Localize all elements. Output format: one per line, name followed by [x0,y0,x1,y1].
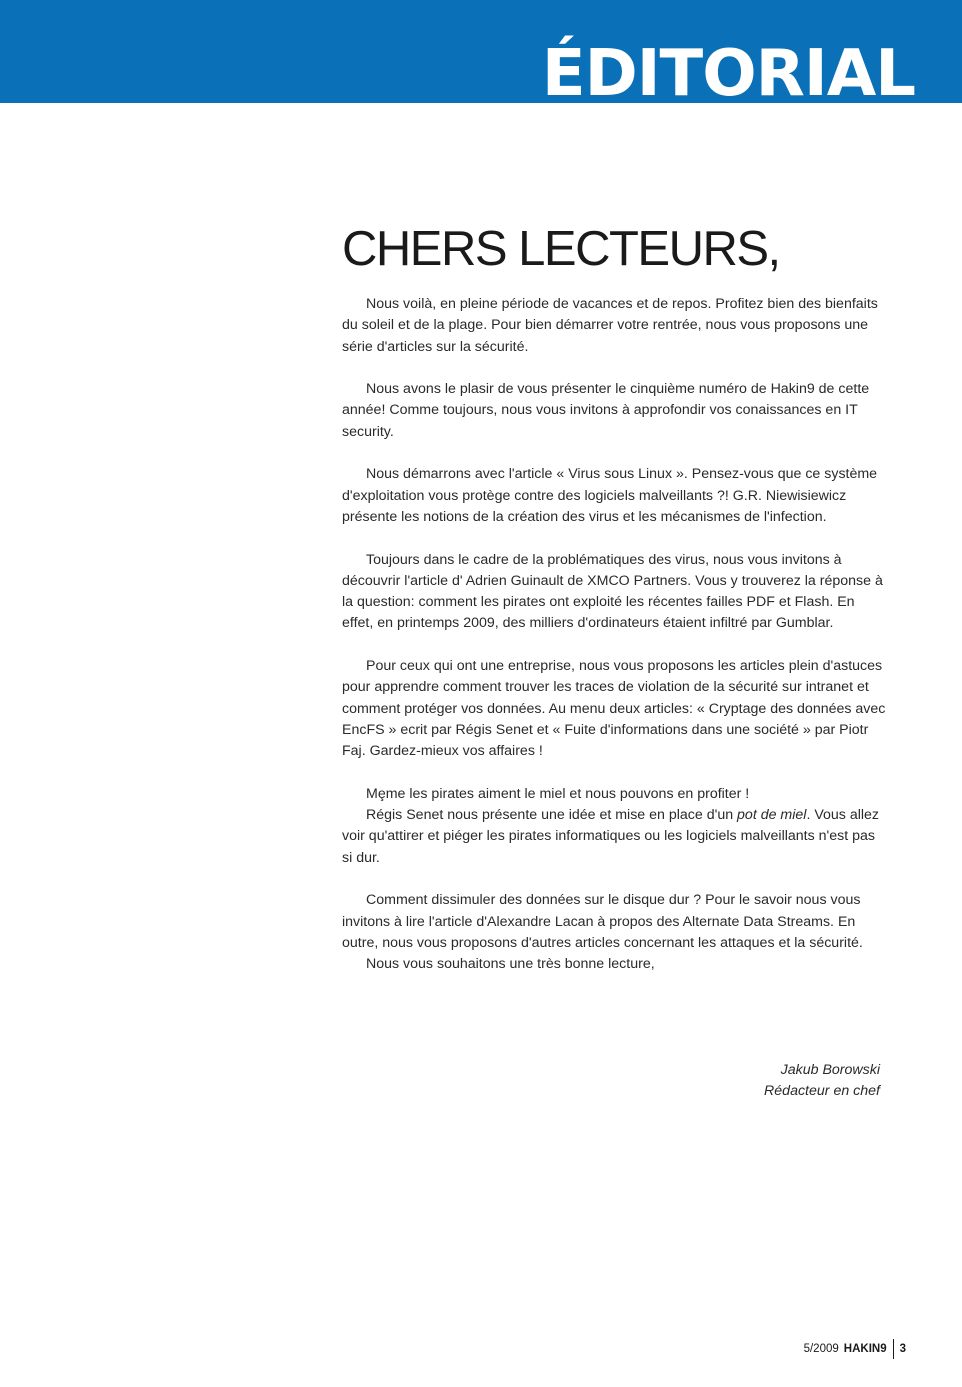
emphasis-text: pot de miel [737,807,807,824]
paragraph-honeypot [342,805,887,869]
paragraph: Mȩme les pirates aiment le miel et nous pouvons en profiter ! [366,785,750,802]
header-banner [0,0,962,103]
signature-role: Rédacteur en chef [764,1083,880,1100]
article-headline: CHERS LECTEURS, [342,222,780,276]
page-number: 3 [899,1343,906,1355]
footer-divider [893,1339,894,1359]
paragraph-gap [342,869,887,890]
magazine-name: HAKIN9 [843,1343,887,1355]
paragraph-gap [342,635,887,656]
paragraph-text: Régis Senet nous présente une idée et mise en place d'un [366,807,738,824]
signature [764,1060,880,1103]
paragraph-gap [342,443,887,464]
paragraph: Pour ceux qui ont une entreprise, nous vous proposons les articles plein d'astuces pour apprendre comment trouver les traces de violation de la sécurité sur intranet et comment protéger vos données. Au menu deux articles: « Cryptage des données avec EncFS » ecrit par Régis Senet et « Fuite d'informations dans une société » par Piotr Faj. Gardez-mieux vos affaires ! [342,658,886,760]
section-title: ÉDITORIAL [541,37,915,103]
paragraph: Nous voilà, en pleine période de vacances et de repos. Profitez bien des bienfaits du soleil et de la plage. Pour bien démarrer votre rentrée, nous vous proposons une série d'articles sur la sécurité. [342,296,878,355]
paragraph-gap [342,763,887,784]
paragraph: Nous démarrons avec l'article « Virus sous Linux ». Pensez-vous que ce système d'exploitation vous protège contre des logiciels malveillants ?! G.R. Niewisiewicz présente les notions de la création des virus et les mécanismes de l'infection. [342,466,878,525]
closing-line: Nous vous souhaitons une très bonne lecture, [366,956,655,973]
issue-label: 5/2009 [803,1343,839,1355]
paragraph: Toujours dans le cadre de la problématiques des virus, nous vous invitons à découvrir l'article d' Adrien Guinault de XMCO Partners. Vous y trouverez la réponse à la question: comment les pirates ont exploité les récentes failles PDF et Flash. En effet, en printemps 2009, des milliers d'ordinateurs étaient infiltré par Gumblar. [342,551,883,632]
signature-name: Jakub Borowski [780,1062,880,1078]
paragraph-text: . Vous allez voir qu'attirer et piéger les pirates informatiques ou les logiciels malveillants n'est pas si dur. [342,807,880,866]
article-body [342,294,887,976]
paragraph: Comment dissimuler des données sur le disque dur ? Pour le savoir nous vous invitons à lire l'article d'Alexandre Lacan à propos des Alternate Data Streams. En outre, nous vous proposons d'autres articles concernant les attaques et la sécurité. [342,892,863,951]
paragraph: Nous avons le plasir de vous présenter le cinquième numéro de Hakin9 de cette année! Comme toujours, nous vous invitons à approfondir vos conaissances en IT security. [342,381,870,440]
paragraph-gap [342,358,887,379]
paragraph-gap [342,528,887,549]
page-footer [804,1339,906,1359]
